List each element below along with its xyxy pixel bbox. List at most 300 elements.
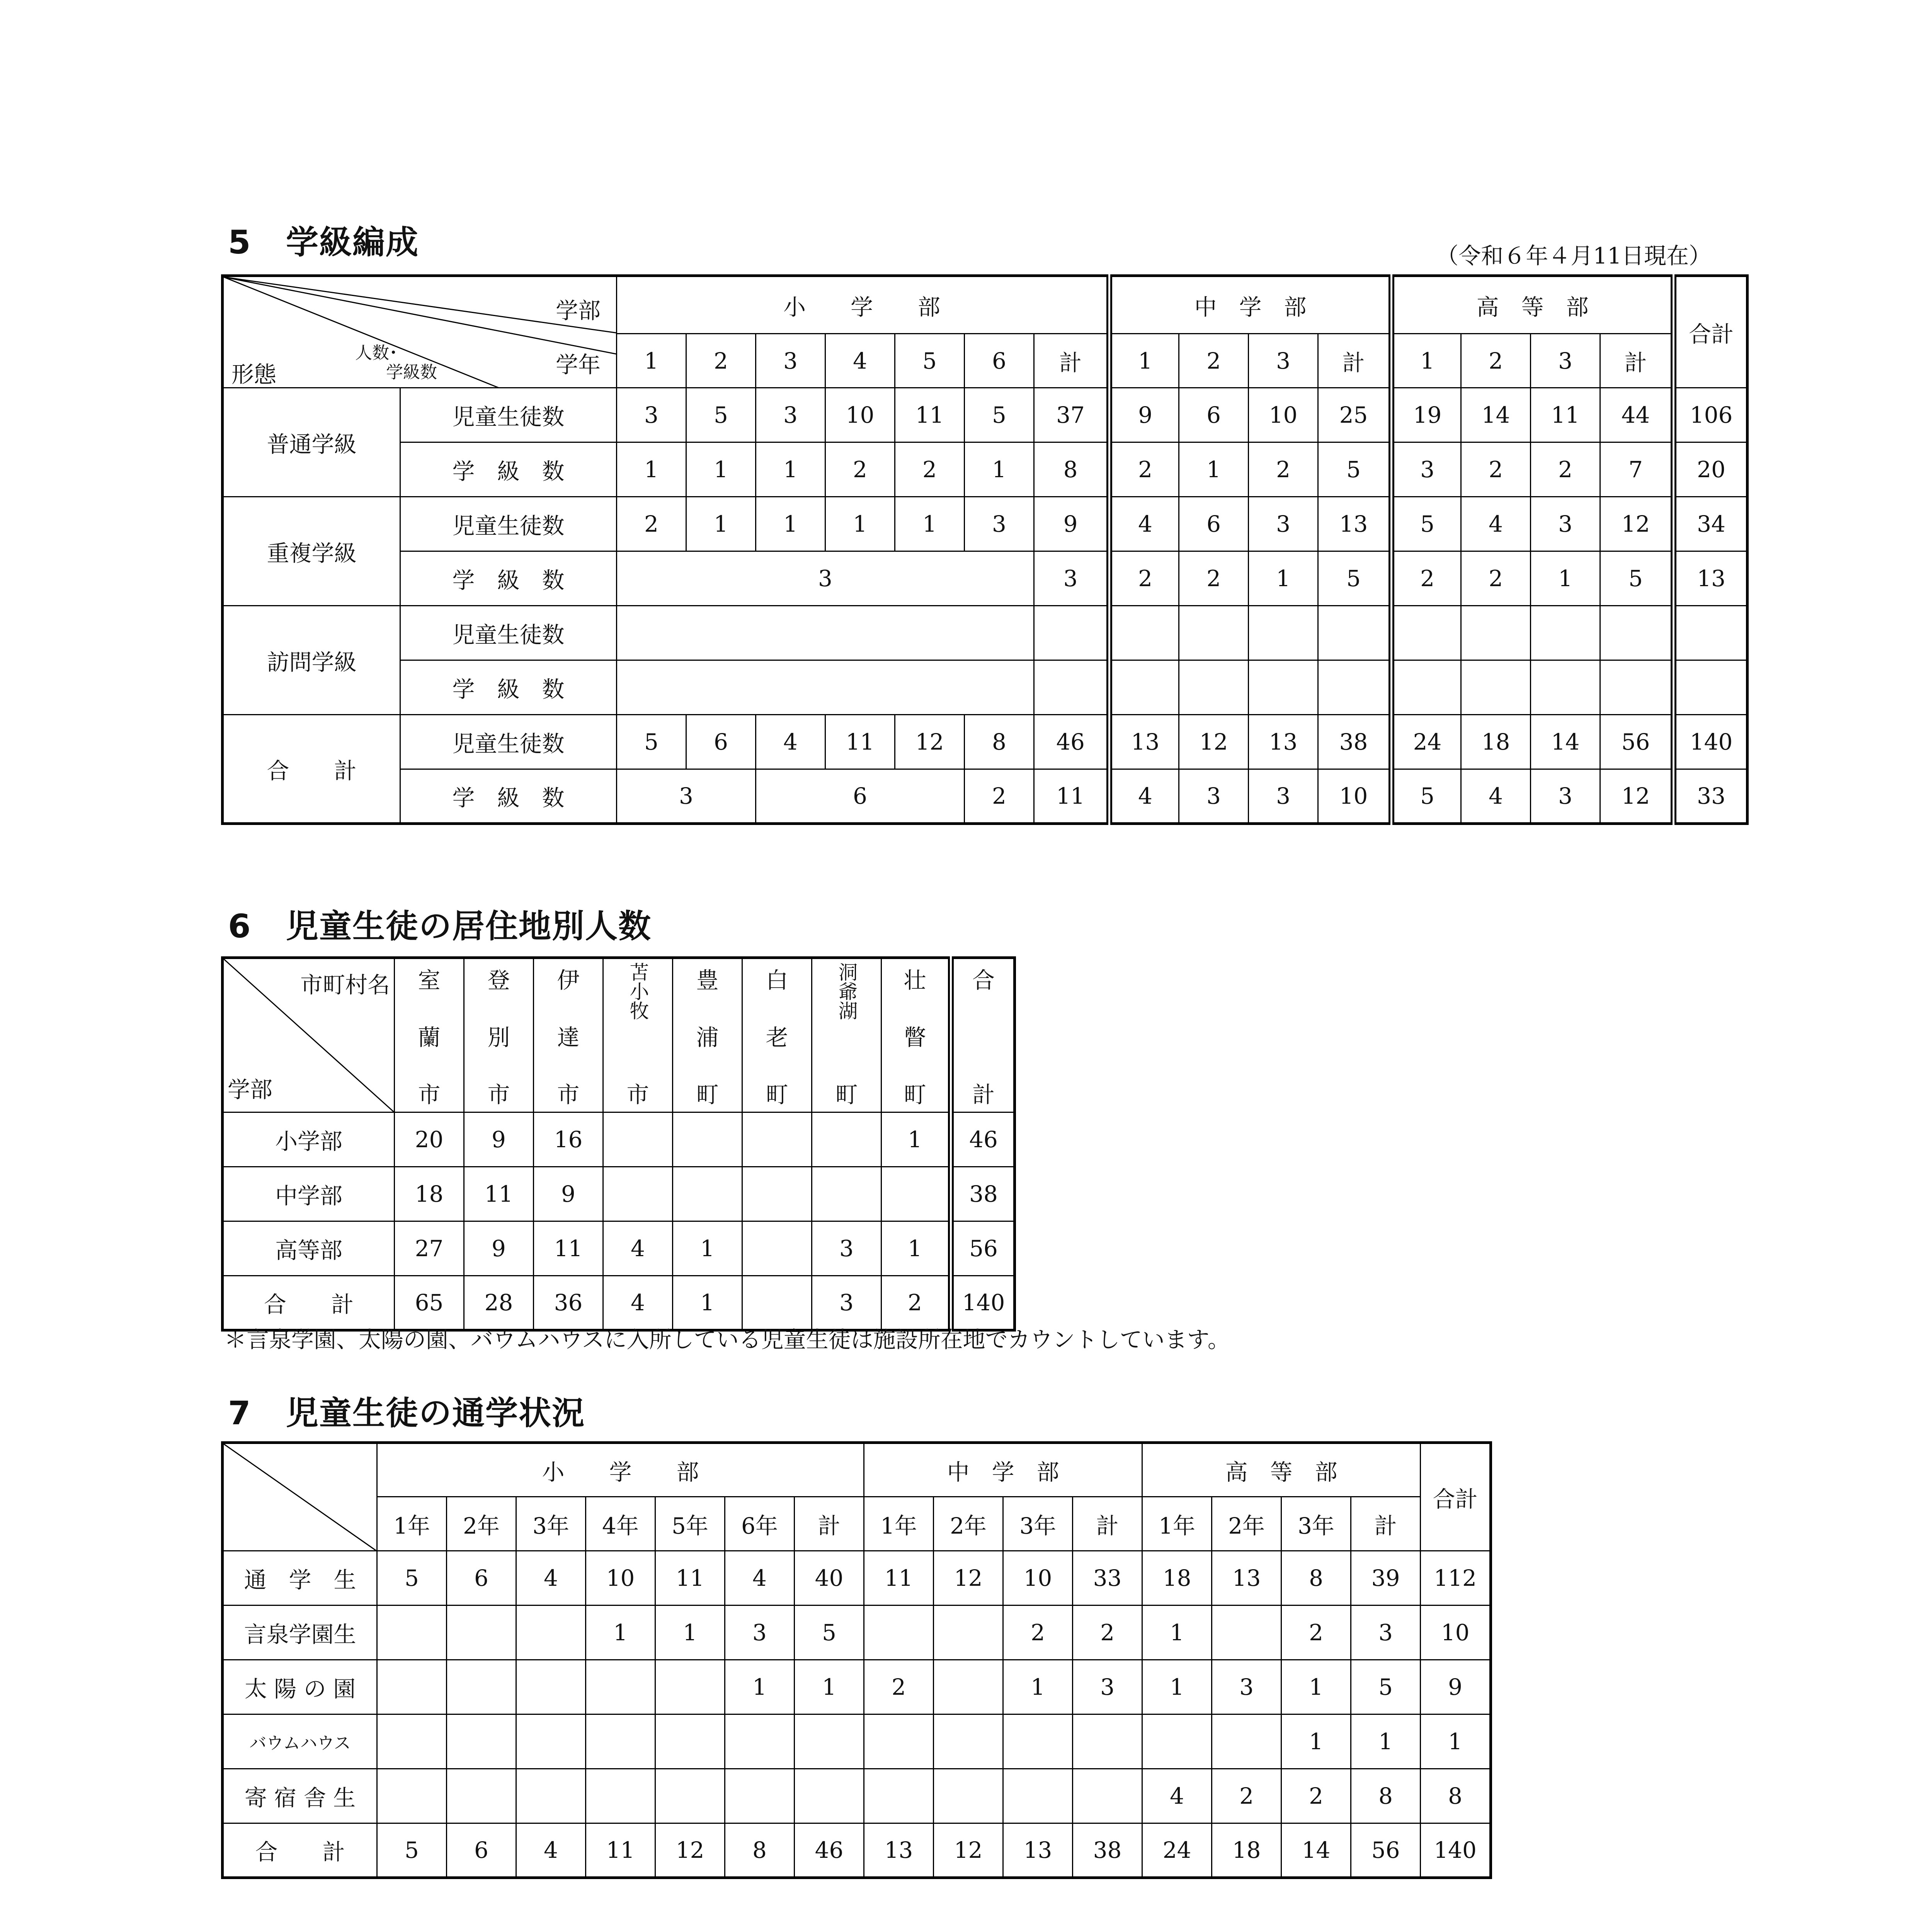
- row-label: 合 計: [223, 1823, 377, 1878]
- row-label: 寄 宿 舎 生: [223, 1769, 377, 1823]
- value-cell: 4: [1109, 497, 1179, 551]
- row-label: 児童生徒数: [400, 497, 617, 551]
- value-cell: 5: [686, 388, 756, 442]
- value-cell: 3: [1249, 497, 1318, 551]
- value-cell: 3: [756, 388, 825, 442]
- value-cell: [864, 1714, 934, 1769]
- city-char: 壮: [904, 967, 926, 993]
- row-label: 学 級 数: [400, 551, 617, 606]
- value-cell: 7: [1600, 442, 1674, 497]
- value-cell: [1003, 1714, 1073, 1769]
- value-cell: 2: [1109, 442, 1179, 497]
- value-cell: [603, 1167, 673, 1221]
- value-cell: [725, 1714, 795, 1769]
- grade-cell: 3年: [1281, 1497, 1351, 1551]
- city-char: 市: [418, 1081, 441, 1108]
- value-cell: 19: [1392, 388, 1461, 442]
- value-cell: [516, 1769, 586, 1823]
- city-header: [742, 958, 812, 1112]
- value-cell: 112: [1421, 1551, 1491, 1605]
- value-cell: 2: [617, 497, 686, 551]
- value-cell: 12: [934, 1551, 1003, 1605]
- city-char: 登: [487, 967, 510, 993]
- grade-cell: 3: [756, 334, 825, 388]
- value-cell-merged: 6: [756, 769, 965, 824]
- value-cell: 4: [603, 1221, 673, 1276]
- empty-cell: [1034, 660, 1109, 715]
- diagonal-header-cell: [223, 276, 617, 388]
- value-cell: 3: [1531, 769, 1600, 824]
- value-cell: 18: [1461, 715, 1531, 769]
- value-cell: 8: [725, 1823, 795, 1878]
- value-cell: [1142, 1714, 1212, 1769]
- high-school-header: 高 等 部: [1392, 276, 1674, 334]
- value-cell: 4: [1461, 769, 1531, 824]
- value-cell: 2: [881, 1276, 951, 1330]
- value-cell: 9: [1421, 1660, 1491, 1714]
- value-cell: 1: [1142, 1605, 1212, 1660]
- value-cell: 2: [825, 442, 895, 497]
- value-cell: 140: [1674, 715, 1748, 769]
- value-cell: 8: [1351, 1769, 1421, 1823]
- table-row: [223, 1660, 1491, 1714]
- value-cell: 8: [1281, 1551, 1351, 1605]
- value-cell: 13: [864, 1823, 934, 1878]
- grade-cell: 2: [1461, 334, 1531, 388]
- value-cell: 1: [725, 1660, 795, 1714]
- value-cell: 1: [1249, 551, 1318, 606]
- value-cell: 1: [673, 1221, 742, 1276]
- grade-cell: 5: [895, 334, 965, 388]
- value-cell: 12: [1179, 715, 1249, 769]
- value-cell: [377, 1605, 447, 1660]
- value-cell: 3: [1249, 769, 1318, 824]
- value-cell: 9: [1109, 388, 1179, 442]
- value-cell: 5: [377, 1551, 447, 1605]
- as-of-date: （令和６年４月11日現在）: [1436, 243, 1711, 269]
- value-cell: 13: [1003, 1823, 1073, 1878]
- table-row: [223, 1167, 1015, 1221]
- empty-cell: [1674, 660, 1748, 715]
- value-cell: 1: [686, 497, 756, 551]
- value-cell: [934, 1769, 1003, 1823]
- empty-cell: [1392, 606, 1461, 660]
- value-cell: 1: [756, 442, 825, 497]
- grade-cell: 1年: [377, 1497, 447, 1551]
- value-cell: [795, 1769, 864, 1823]
- value-cell: 25: [1318, 388, 1392, 442]
- value-cell: 5: [795, 1605, 864, 1660]
- row-label: 高等部: [223, 1221, 395, 1276]
- grade-cell: 計: [795, 1497, 864, 1551]
- value-cell: [864, 1605, 934, 1660]
- value-cell: 2: [1179, 551, 1249, 606]
- value-cell: 140: [1421, 1823, 1491, 1878]
- value-cell: 6: [686, 715, 756, 769]
- value-cell: 3: [1351, 1605, 1421, 1660]
- empty-cell: [1249, 606, 1318, 660]
- value-cell: 3: [812, 1276, 881, 1330]
- value-cell: 2: [1073, 1605, 1142, 1660]
- city-header: [673, 958, 742, 1112]
- empty-cell: [1109, 606, 1179, 660]
- city-char: 伊: [557, 967, 580, 993]
- elementary-header: 小 学 部: [617, 276, 1109, 334]
- value-cell: 39: [1351, 1551, 1421, 1605]
- row-group-label: 重複学級: [223, 497, 400, 606]
- table-row: [223, 1714, 1491, 1769]
- value-cell: 56: [951, 1221, 1015, 1276]
- value-cell: 5: [1600, 551, 1674, 606]
- value-cell: 1: [617, 442, 686, 497]
- value-cell: [742, 1167, 812, 1221]
- value-cell: 11: [1531, 388, 1600, 442]
- header-keitai: 形態: [231, 361, 277, 388]
- value-cell: 11: [895, 388, 965, 442]
- table-row: [223, 1221, 1015, 1276]
- city-char: 苫小牧: [626, 962, 649, 1020]
- city-char: 町: [835, 1081, 858, 1108]
- section-number: 7: [228, 1394, 252, 1432]
- empty-cell: [1179, 606, 1249, 660]
- value-cell: 33: [1073, 1551, 1142, 1605]
- section-7-heading: [228, 1387, 585, 1434]
- row-group-label: 合 計: [223, 715, 400, 824]
- value-cell: [812, 1167, 881, 1221]
- value-cell: 40: [795, 1551, 864, 1605]
- empty-cell: [1179, 660, 1249, 715]
- value-cell: 2: [1109, 551, 1179, 606]
- value-cell: 38: [951, 1167, 1015, 1221]
- value-cell: [934, 1714, 1003, 1769]
- row-label: 合 計: [223, 1276, 395, 1330]
- value-cell: 5: [1318, 551, 1392, 606]
- value-cell: 27: [395, 1221, 464, 1276]
- value-cell: 13: [1674, 551, 1748, 606]
- value-cell: [864, 1769, 934, 1823]
- section-number: 5: [228, 223, 252, 261]
- row-label: 児童生徒数: [400, 606, 617, 660]
- value-cell: 18: [395, 1167, 464, 1221]
- row-group-label: 訪問学級: [223, 606, 400, 715]
- value-cell: 2: [1531, 442, 1600, 497]
- value-cell: 46: [951, 1112, 1015, 1167]
- value-cell: 24: [1392, 715, 1461, 769]
- row-label: バウムハウス: [223, 1714, 377, 1769]
- total-header: [951, 958, 1015, 1112]
- row-label: 通 学 生: [223, 1551, 377, 1605]
- value-cell: 13: [1318, 497, 1392, 551]
- row-label: 中学部: [223, 1167, 395, 1221]
- value-cell: 2: [1281, 1605, 1351, 1660]
- value-cell: 11: [655, 1551, 725, 1605]
- header-gakubu: 学部: [228, 1077, 273, 1103]
- value-cell: 4: [603, 1276, 673, 1330]
- value-cell: [1073, 1714, 1142, 1769]
- commute-table: [221, 1441, 1492, 1879]
- value-cell: 2: [1461, 442, 1531, 497]
- value-cell: 1: [655, 1605, 725, 1660]
- value-cell: 10: [1421, 1605, 1491, 1660]
- value-cell: 12: [1600, 497, 1674, 551]
- value-cell: [447, 1660, 516, 1714]
- grade-cell: 2: [1179, 334, 1249, 388]
- value-cell: 2: [1281, 1769, 1351, 1823]
- high-school-header: 高 等 部: [1142, 1443, 1421, 1497]
- value-cell: 33: [1674, 769, 1748, 824]
- value-cell: 38: [1318, 715, 1392, 769]
- row-label: 言泉学園生: [223, 1605, 377, 1660]
- city-char: 老: [766, 1024, 788, 1051]
- section-title: 学級編成: [286, 223, 419, 261]
- value-cell: 2: [895, 442, 965, 497]
- value-cell: 1: [795, 1660, 864, 1714]
- value-cell: 1: [1142, 1660, 1212, 1714]
- value-cell: 5: [1351, 1660, 1421, 1714]
- city-char: 達: [557, 1024, 580, 1051]
- value-cell: 6: [447, 1551, 516, 1605]
- value-cell: 1: [825, 497, 895, 551]
- value-cell: 1: [686, 442, 756, 497]
- value-cell: 16: [534, 1112, 603, 1167]
- value-cell: 3: [1073, 1660, 1142, 1714]
- value-cell: 140: [951, 1276, 1015, 1330]
- value-cell: 12: [895, 715, 965, 769]
- value-cell: [655, 1714, 725, 1769]
- grade-cell: 計: [1351, 1497, 1421, 1551]
- residence-note: ＊言泉学園、太陽の園、バウムハウスに入所している児童生徒は施設所在地でカウントしています。: [224, 1327, 1230, 1353]
- value-cell: 56: [1600, 715, 1674, 769]
- value-cell: 2: [1003, 1605, 1073, 1660]
- row-label: 小学部: [223, 1112, 395, 1167]
- value-cell: 5: [377, 1823, 447, 1878]
- header-city: 市町村名: [300, 972, 390, 998]
- grade-cell: 2: [686, 334, 756, 388]
- value-cell: 2: [1249, 442, 1318, 497]
- value-cell: 1: [586, 1605, 655, 1660]
- value-cell-merged: 3: [617, 769, 756, 824]
- section-title: 児童生徒の通学状況: [286, 1394, 585, 1432]
- empty-cell: [1600, 606, 1674, 660]
- value-cell: [447, 1769, 516, 1823]
- empty-cell: [1318, 606, 1392, 660]
- grade-cell: 4: [825, 334, 895, 388]
- header-gakunen: 学年: [555, 352, 601, 378]
- value-cell: [447, 1714, 516, 1769]
- value-cell: [586, 1660, 655, 1714]
- value-cell: 1: [673, 1276, 742, 1330]
- grade-cell: 3: [1249, 334, 1318, 388]
- value-cell: 3: [1531, 497, 1600, 551]
- value-cell: 1: [756, 497, 825, 551]
- city-header: [534, 958, 603, 1112]
- empty-cell: [1531, 660, 1600, 715]
- section-5-heading: [228, 216, 419, 263]
- value-cell: 3: [725, 1605, 795, 1660]
- value-cell: 10: [825, 388, 895, 442]
- value-cell: [1212, 1605, 1281, 1660]
- empty-cell: [1109, 660, 1179, 715]
- value-cell: 2: [864, 1660, 934, 1714]
- header-gakkyusu: 学級数: [386, 362, 437, 382]
- value-cell: 13: [1249, 715, 1318, 769]
- grade-cell: 1年: [864, 1497, 934, 1551]
- header-gakubu: 学部: [555, 298, 601, 324]
- junior-high-header: 中 学 部: [864, 1443, 1142, 1497]
- value-cell: [377, 1714, 447, 1769]
- empty-cell: [1461, 660, 1531, 715]
- value-cell: 44: [1600, 388, 1674, 442]
- value-cell: 11: [864, 1551, 934, 1605]
- value-cell: 1: [965, 442, 1034, 497]
- value-cell: 2: [1461, 551, 1531, 606]
- value-cell: 8: [1421, 1769, 1491, 1823]
- total-header: 合計: [1674, 276, 1748, 388]
- city-char: 市: [626, 1081, 649, 1108]
- empty-cell: [1531, 606, 1600, 660]
- grade-cell: 3年: [1003, 1497, 1073, 1551]
- table-row: [223, 1769, 1491, 1823]
- value-cell: 1: [1179, 442, 1249, 497]
- value-cell: [934, 1605, 1003, 1660]
- total-header: 合計: [1421, 1443, 1491, 1551]
- city-char: 計: [972, 1081, 995, 1108]
- value-cell: [1212, 1714, 1281, 1769]
- city-char: 白: [766, 967, 788, 993]
- value-cell: 4: [516, 1823, 586, 1878]
- value-cell: [742, 1112, 812, 1167]
- row-label: 学 級 数: [400, 769, 617, 824]
- junior-high-header: 中 学 部: [1109, 276, 1392, 334]
- value-cell: 5: [1392, 497, 1461, 551]
- row-group-label: 普通学級: [223, 388, 400, 497]
- value-cell: [673, 1112, 742, 1167]
- empty-cell: [617, 606, 1034, 660]
- city-char: 別: [487, 1024, 510, 1051]
- value-cell: [586, 1714, 655, 1769]
- value-cell: 46: [1034, 715, 1109, 769]
- value-cell: 11: [586, 1823, 655, 1878]
- value-cell: 11: [464, 1167, 534, 1221]
- value-cell: 4: [1142, 1769, 1212, 1823]
- section-title: 児童生徒の居住地別人数: [286, 907, 652, 945]
- value-cell: [673, 1167, 742, 1221]
- grade-cell: 計: [1073, 1497, 1142, 1551]
- table-row: [223, 1605, 1491, 1660]
- value-cell: 6: [1179, 388, 1249, 442]
- value-cell: [377, 1769, 447, 1823]
- grade-cell: 2年: [447, 1497, 516, 1551]
- value-cell: 6: [1179, 497, 1249, 551]
- value-cell: 2: [1392, 551, 1461, 606]
- value-cell: 3: [1392, 442, 1461, 497]
- grade-cell: 計: [1318, 334, 1392, 388]
- value-cell: 10: [586, 1551, 655, 1605]
- city-char: 町: [904, 1081, 926, 1108]
- grade-cell: 6年: [725, 1497, 795, 1551]
- value-cell: 1: [895, 497, 965, 551]
- residence-table: [221, 956, 1016, 1332]
- value-cell: 3: [1034, 551, 1109, 606]
- value-cell: 18: [1142, 1551, 1212, 1605]
- grade-cell: 5年: [655, 1497, 725, 1551]
- value-cell: 5: [1318, 442, 1392, 497]
- value-cell: [934, 1660, 1003, 1714]
- value-cell: 12: [934, 1823, 1003, 1878]
- city-char: 合: [972, 967, 995, 993]
- value-cell: 12: [1600, 769, 1674, 824]
- value-cell: 46: [795, 1823, 864, 1878]
- value-cell: 5: [617, 715, 686, 769]
- value-cell: [447, 1605, 516, 1660]
- value-cell: 9: [1034, 497, 1109, 551]
- value-cell-merged: 3: [617, 551, 1034, 606]
- empty-cell: [1392, 660, 1461, 715]
- value-cell: 5: [965, 388, 1034, 442]
- grade-cell: 1: [1109, 334, 1179, 388]
- value-cell: [655, 1660, 725, 1714]
- value-cell: 8: [965, 715, 1034, 769]
- city-char: 豊: [696, 967, 719, 993]
- empty-cell: [1674, 606, 1748, 660]
- row-label: 児童生徒数: [400, 388, 617, 442]
- value-cell: 8: [1034, 442, 1109, 497]
- value-cell: [516, 1605, 586, 1660]
- section-number: 6: [228, 907, 252, 945]
- value-cell: 13: [1109, 715, 1179, 769]
- value-cell: [655, 1769, 725, 1823]
- value-cell: 1: [881, 1112, 951, 1167]
- value-cell: 24: [1142, 1823, 1212, 1878]
- row-label: 学 級 数: [400, 660, 617, 715]
- city-header: [881, 958, 951, 1112]
- value-cell: 20: [1674, 442, 1748, 497]
- value-cell: 18: [1212, 1823, 1281, 1878]
- value-cell: 11: [1034, 769, 1109, 824]
- value-cell: 4: [725, 1551, 795, 1605]
- value-cell: 14: [1531, 715, 1600, 769]
- value-cell: 106: [1674, 388, 1748, 442]
- value-cell: 6: [447, 1823, 516, 1878]
- table-row: [223, 1551, 1491, 1605]
- grade-cell: 1年: [1142, 1497, 1212, 1551]
- grade-cell: 2年: [934, 1497, 1003, 1551]
- city-char: 蘭: [418, 1024, 441, 1051]
- value-cell: [812, 1112, 881, 1167]
- value-cell: 3: [965, 497, 1034, 551]
- value-cell: 4: [516, 1551, 586, 1605]
- table-row: [223, 1823, 1491, 1878]
- value-cell: 1: [1281, 1714, 1351, 1769]
- header-ninzu: 人数･: [355, 343, 398, 363]
- value-cell: 37: [1034, 388, 1109, 442]
- empty-cell: [1034, 606, 1109, 660]
- grade-cell: 計: [1034, 334, 1109, 388]
- empty-cell: [617, 660, 1034, 715]
- value-cell: 10: [1003, 1551, 1073, 1605]
- value-cell: [516, 1660, 586, 1714]
- value-cell: 2: [1212, 1769, 1281, 1823]
- city-char: 瞥: [904, 1024, 926, 1051]
- value-cell: 5: [1392, 769, 1461, 824]
- city-char: 室: [418, 967, 441, 993]
- value-cell: 11: [825, 715, 895, 769]
- grade-cell: 4年: [586, 1497, 655, 1551]
- value-cell: 9: [464, 1221, 534, 1276]
- diagonal-header-cell: [223, 1443, 377, 1551]
- empty-cell: [1461, 606, 1531, 660]
- value-cell: 38: [1073, 1823, 1142, 1878]
